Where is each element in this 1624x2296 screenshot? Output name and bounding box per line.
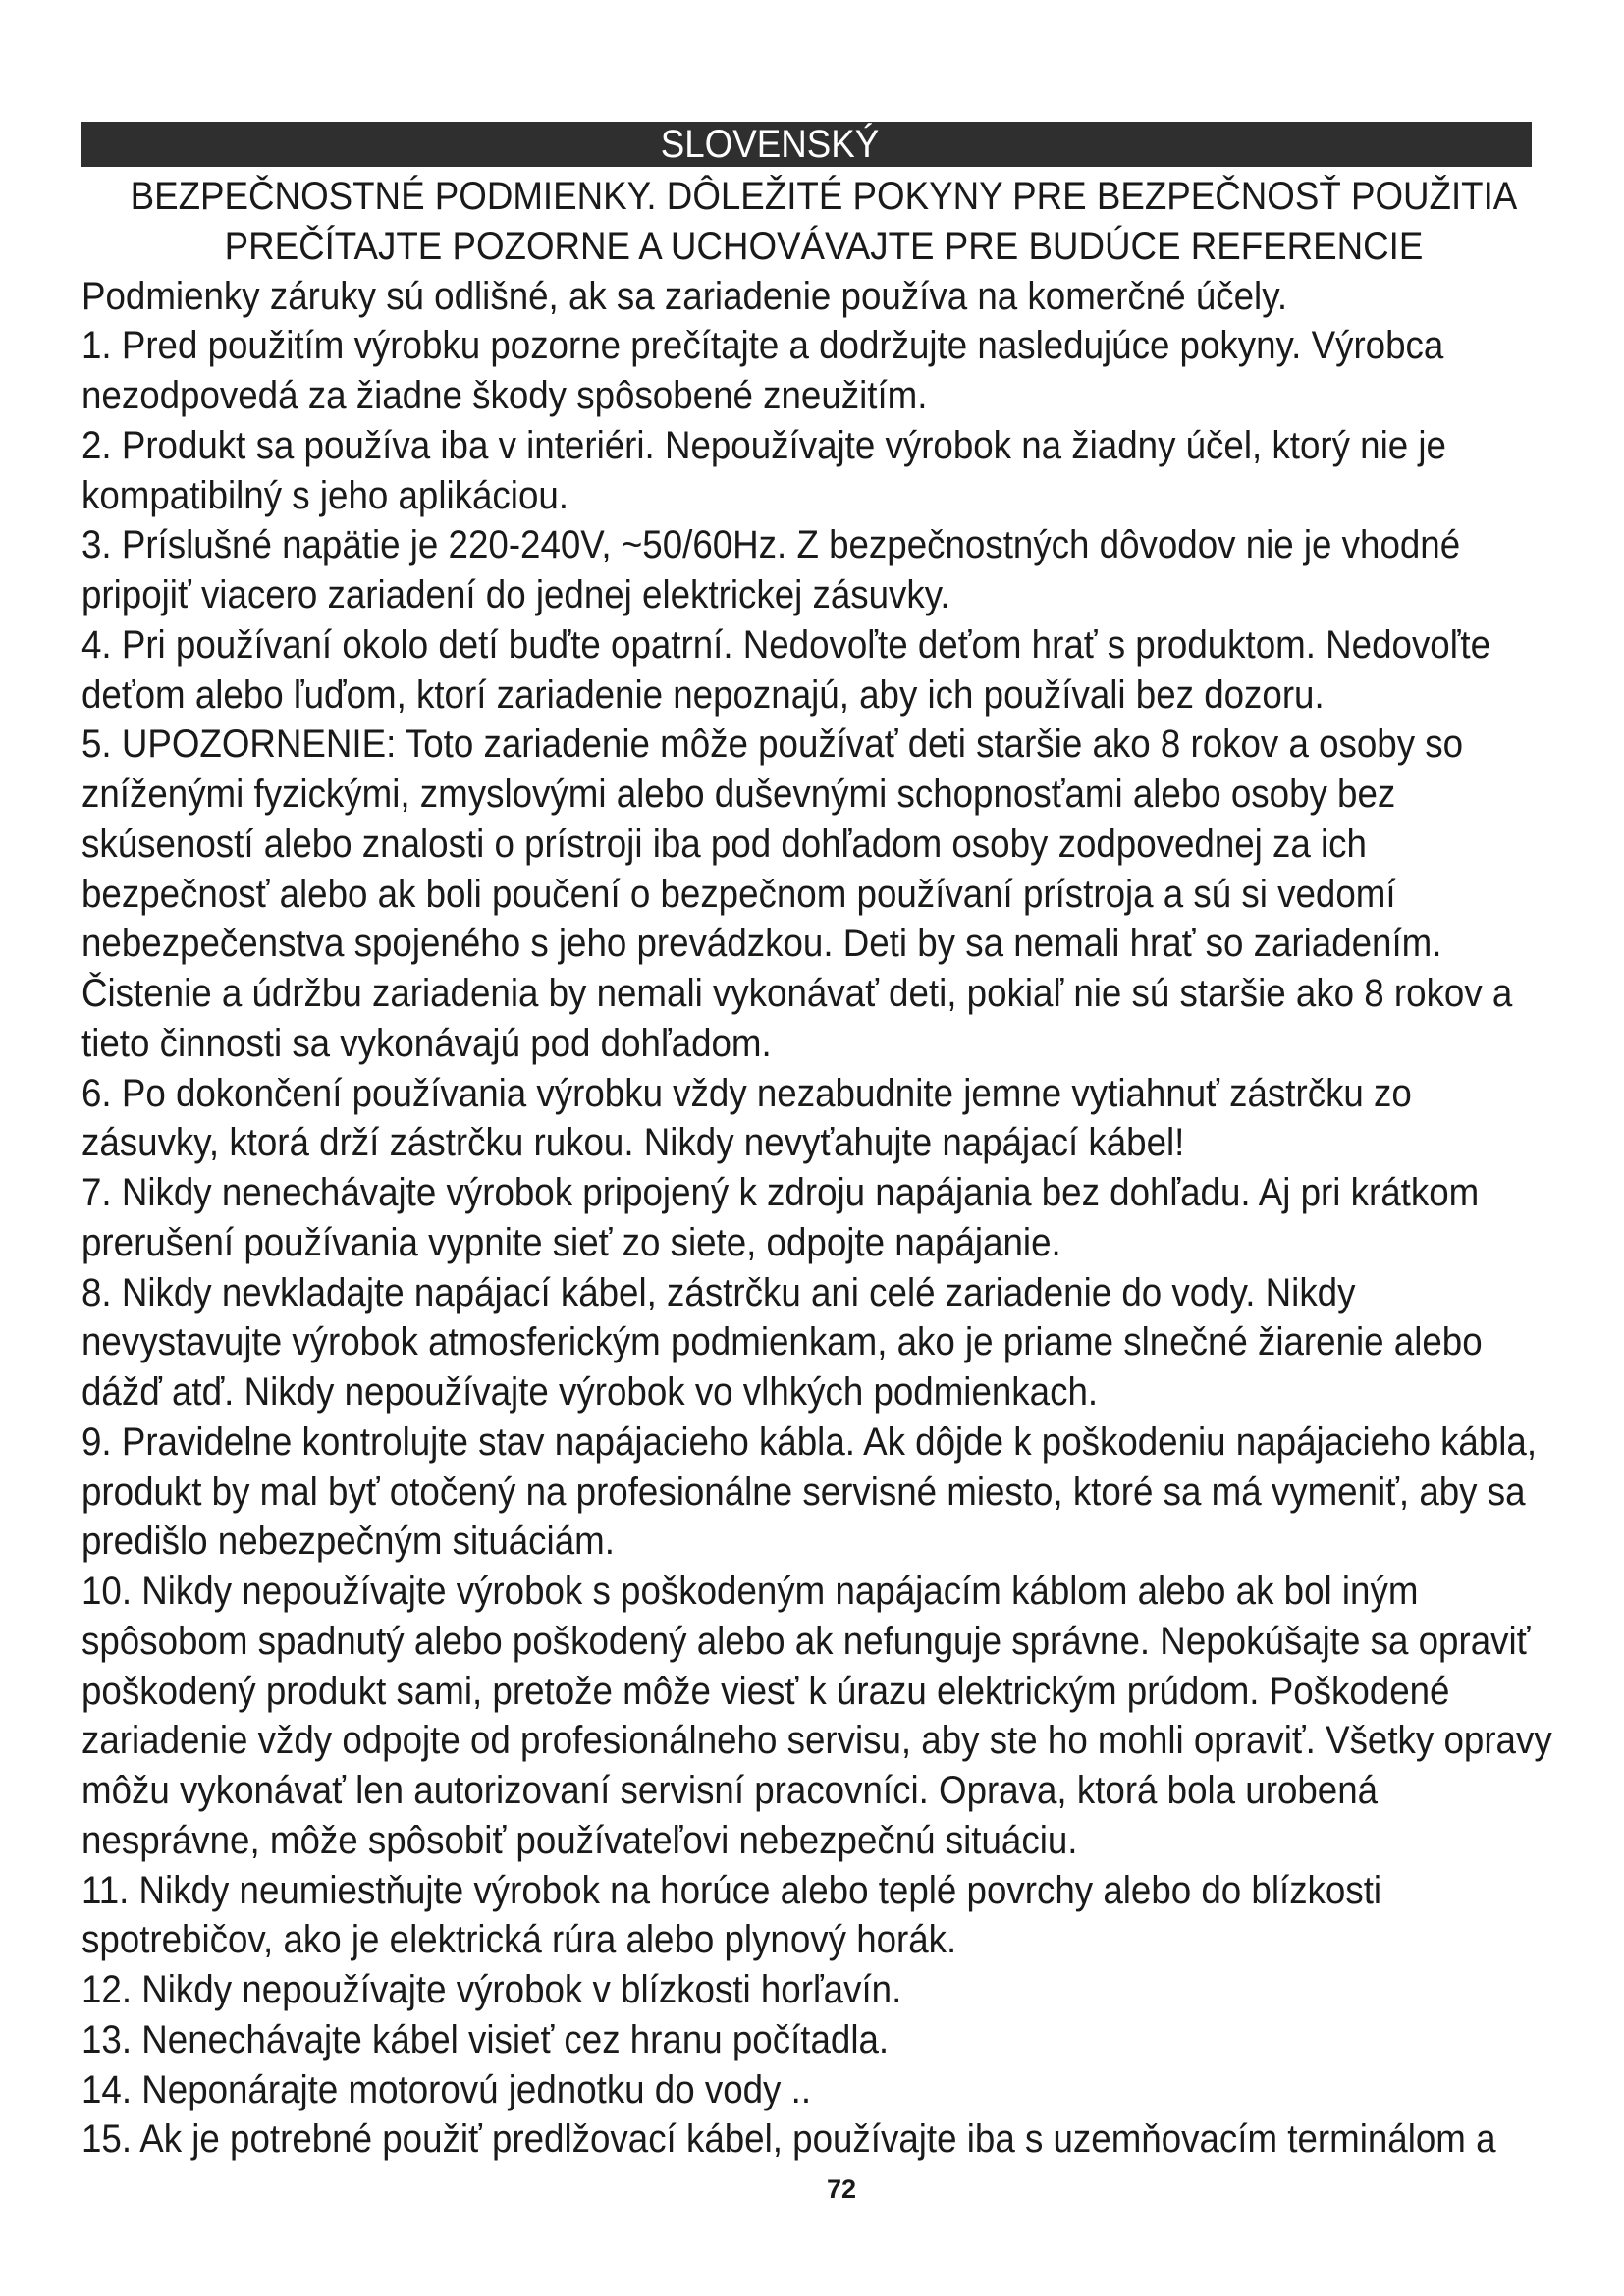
instruction-line: 14. Neponárajte motorovú jednotku do vody .. [81,2067,812,2111]
instruction-item-11 [81,1866,1566,1966]
instruction-line: 11. Nikdy neumiestňujte výrobok na horúce alebo teplé povrchy alebo do blízkosti [81,1868,1382,1912]
instruction-item-9 [81,1417,1566,1567]
instruction-line: 1. Pred použitím výrobku pozorne prečítajte a dodržujte nasledujúce pokyny. Výrobca [81,324,1444,368]
instruction-line: spotrebičov, ako je elektrická rúra alebo plynový horák. [81,1918,957,1962]
instruction-line: 5. UPOZORNENIE: Toto zariadenie môže používať deti staršie ako 8 rokov a osoby so [81,722,1464,767]
instruction-line: produkt by mal byť otočený na profesionálne servisné miesto, ktoré sa má vymeniť, aby sa [81,1469,1526,1514]
instruction-line: 10. Nikdy nepoužívajte výrobok s poškodeným napájacím káblom alebo ak bol iným [81,1570,1419,1613]
instruction-item-15 [81,2114,1566,2164]
instruction-item-8 [81,1268,1566,1417]
instruction-line: 9. Pravidelne kontrolujte stav napájacieho kábla. Ak dôjde k poškodeniu napájacieho kábla, [81,1419,1538,1464]
page-number: 72 [826,2174,857,2204]
instruction-line: zariadenie vždy odpojte od profesionálneho servisu, aby ste ho mohli opraviť. Všetky opravy [81,1719,1552,1763]
instruction-item-1 [81,321,1566,421]
instruction-item-13 [81,2015,1566,2065]
instruction-line: kompatibilný s jeho aplikáciou. [81,473,568,517]
instruction-item-2 [81,421,1566,521]
safety-title-line-1: BEZPEČNOSTNÉ PODMIENKY. DÔLEŽITÉ POKYNY PRE BEZPEČNOSŤ POUŽITIA [130,175,1518,218]
instruction-item-3 [81,520,1566,620]
instruction-line: skúseností alebo znalosti o prístroji iba pod dohľadom osoby zodpovednej za ich [81,822,1367,866]
instruction-line: pripojiť viacero zariadení do jednej elektrickej zásuvky. [81,573,950,616]
instruction-line: zásuvky, ktorá drží zástrčku rukou. Nikdy nevyťahujte napájací kábel! [81,1121,1185,1165]
instruction-line: 13. Nenechávajte kábel visieť cez hranu počítadla. [81,2017,890,2061]
warranty-note: Podmienky záruky sú odlišné, ak sa zariadenie používa na komerčné účely. [81,274,1288,318]
instruction-line: Čistenie a údržbu zariadenia by nemali vykonávať deti, pokiaľ nie sú staršie ako 8 rokov a [81,972,1513,1015]
instruction-line: poškodený produkt sami, pretože môže viesť k úrazu elektrickým prúdom. Poškodené [81,1669,1450,1713]
instruction-line: 12. Nikdy nepoužívajte výrobok v blízkosti horľavín. [81,1968,902,2011]
instruction-line: 4. Pri používaní okolo detí buďte opatrní. Nedovoľte deťom hrať s produktom. Nedovoľte [81,622,1491,667]
instruction-line: 15. Ak je potrebné použiť predlžovací kábel, používajte iba s uzemňovacím terminálom a [81,2117,1496,2162]
instruction-item-4 [81,620,1566,721]
instruction-line: 8. Nikdy nevkladajte napájací kábel, zástrčku ani celé zariadenie do vody. Nikdy [81,1270,1356,1314]
instruction-line: zníženými fyzickými, zmyslovými alebo duševnými schopnosťami alebo osoby bez [81,773,1396,816]
instruction-line: 2. Produkt sa používa iba v interiéri. Nepoužívajte výrobok na žiadny účel, ktorý nie je [81,423,1446,467]
instruction-line: nesprávne, môže spôsobiť používateľovi nebezpečnú situáciu. [81,1818,1078,1862]
language-label: SLOVENSKÝ [660,123,879,166]
instruction-line: dážď atď. Nikdy nepoužívajte výrobok vo vlhkých podmienkach. [81,1370,1099,1414]
instruction-item-6 [81,1069,1566,1169]
instruction-line: nezodpovedá za žiadne škody spôsobené zneužitím. [81,374,928,417]
instruction-line: deťom alebo ľuďom, ktorí zariadenie nepoznajú, aby ich používali bez dozoru. [81,672,1325,717]
instruction-line: 7. Nikdy nenechávajte výrobok pripojený k zdroju napájania bez dohľadu. Aj pri krátkom [81,1171,1480,1214]
instruction-line: spôsobom spadnutý alebo poškodený alebo ak nefunguje správne. Nepokúšajte sa opraviť [81,1619,1531,1663]
instruction-item-12 [81,1965,1566,2015]
safety-title-line-2: PREČÍTAJTE POZORNE A UCHOVÁVAJTE PRE BUDÚCE REFERENCIE [224,224,1424,268]
safety-instructions [81,172,1566,2164]
instruction-line: predišlo nebezpečným situáciám. [81,1520,615,1564]
instruction-line: nevystavujte výrobok atmosferickým podmienkam, ako je priame slnečné žiarenie alebo [81,1320,1483,1364]
instruction-line: 3. Príslušné napätie je 220-240V, ~50/60Hz. Z bezpečnostných dôvodov nie je vhodné [81,523,1461,567]
instruction-item-7 [81,1168,1566,1268]
instruction-line: 6. Po dokončení používania výrobku vždy nezabudnite jemne vytiahnuť zástrčku zo [81,1071,1412,1115]
instruction-line: nebezpečenstva spojeného s jeho prevádzkou. Deti by sa nemali hrať so zariadením. [81,922,1442,966]
instruction-item-5 [81,720,1566,1068]
instruction-line: bezpečnosť alebo ak boli poučení o bezpečnom používaní prístroja a sú si vedomí [81,872,1396,916]
instruction-item-14 [81,2065,1566,2115]
language-header-bar [81,122,1532,167]
instruction-item-10 [81,1567,1566,1866]
instruction-line: prerušení používania vypnite sieť zo siete, odpojte napájanie. [81,1220,1061,1264]
instruction-line: tieto činnosti sa vykonávajú pod dohľadom. [81,1021,772,1065]
instruction-line: môžu vykonávať len autorizovaní servisní pracovníci. Oprava, ktorá bola urobená [81,1769,1379,1812]
